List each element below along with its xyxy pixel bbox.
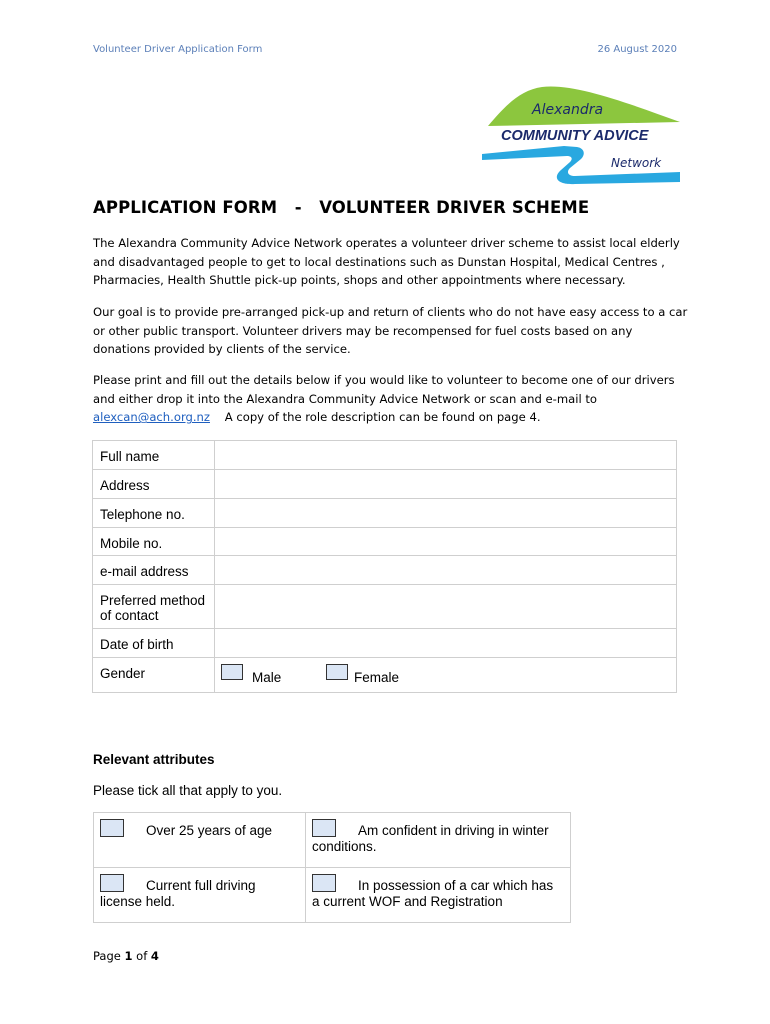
- address-label: Address: [93, 470, 215, 499]
- page-word: Page: [93, 949, 121, 963]
- intro-paragraph-1: The Alexandra Community Advice Network operates a volunteer driver scheme to assist local elderly and disadvantaged people to get to local destinations such as Dunstan Hospital, Medical Centres , Pharmacies, Health Shuttle pick-up points, shops and other appointments where necessary.: [93, 236, 680, 288]
- full-name-field[interactable]: [215, 441, 677, 470]
- telephone-field[interactable]: [215, 499, 677, 528]
- attributes-table: [93, 812, 571, 923]
- attribute-winter-label: Am confident in driving in winter conditions.: [312, 823, 549, 854]
- mobile-field[interactable]: [215, 528, 677, 556]
- attribute-license-label: Current full driving license held.: [100, 878, 256, 909]
- intro-paragraph-2: Our goal is to provide pre-arranged pick-up and return of clients who do not have easy access to a car or other public transport. Volunteer drivers may be recompensed for fuel costs based on any donations provided by clients of the service.: [93, 305, 688, 357]
- intro-paragraph-3-tail: A copy of the role description can be found on page 4.: [224, 410, 541, 425]
- preferred-contact-label: [93, 585, 215, 629]
- male-label: Male: [252, 670, 282, 685]
- attributes-heading: Relevant attributes: [93, 752, 215, 767]
- of-word: of: [136, 949, 148, 963]
- attribute-car-label: In possession of a car which has a current WOF and Registration: [312, 878, 554, 909]
- gender-label: Gender: [93, 658, 215, 693]
- total-pages: 4: [150, 949, 159, 963]
- dob-label: Date of birth: [93, 629, 215, 658]
- preferred-contact-label-line1: Preferred method: [100, 593, 206, 608]
- logo-middle-text: COMMUNITY ADVICE: [501, 128, 649, 144]
- applicant-details-table: [92, 440, 677, 693]
- male-checkbox[interactable]: [221, 664, 243, 680]
- license-checkbox[interactable]: [100, 874, 124, 892]
- contact-email-link[interactable]: alexcan@ach.org.nz: [93, 410, 210, 425]
- preferred-contact-label-line2: of contact: [100, 608, 159, 623]
- logo-top-text: Alexandra: [532, 102, 604, 118]
- current-page: 1: [124, 949, 133, 963]
- female-checkbox[interactable]: [326, 664, 348, 680]
- attribute-license-cell: [94, 868, 306, 923]
- intro-paragraph-3-text: Please print and fill out the details below if you would like to volunteer to become one of our drivers and either drop it into the Alexandra Community Advice Network or scan and e-mail to: [93, 373, 675, 406]
- address-field[interactable]: [215, 470, 677, 499]
- attribute-winter-cell: [306, 813, 571, 868]
- full-name-label: Full name: [93, 441, 215, 470]
- dob-field[interactable]: [215, 629, 677, 658]
- car-wof-checkbox[interactable]: [312, 874, 336, 892]
- email-label: e-mail address: [93, 556, 215, 585]
- attributes-instruction: Please tick all that apply to you.: [93, 783, 283, 798]
- gender-options: [215, 658, 677, 693]
- logo-bottom-text: Network: [611, 156, 662, 170]
- mobile-label: Mobile no.: [93, 528, 215, 556]
- page-number: [93, 949, 159, 963]
- intro-paragraph-3: [93, 371, 693, 427]
- attribute-age-cell: [94, 813, 306, 868]
- email-field[interactable]: [215, 556, 677, 585]
- alexandra-community-advice-logo: [480, 82, 680, 186]
- winter-driving-checkbox[interactable]: [312, 819, 336, 837]
- header-date: 26 August 2020: [597, 44, 677, 55]
- telephone-label: Telephone no.: [93, 499, 215, 528]
- page-title: APPLICATION FORM - VOLUNTEER DRIVER SCHEME: [93, 198, 590, 217]
- female-label: Female: [354, 670, 400, 685]
- header-title: Volunteer Driver Application Form: [93, 44, 263, 55]
- age-checkbox[interactable]: [100, 819, 124, 837]
- attribute-car-cell: [306, 868, 571, 923]
- preferred-contact-field[interactable]: [215, 585, 677, 629]
- attribute-age-label: Over 25 years of age: [146, 823, 273, 838]
